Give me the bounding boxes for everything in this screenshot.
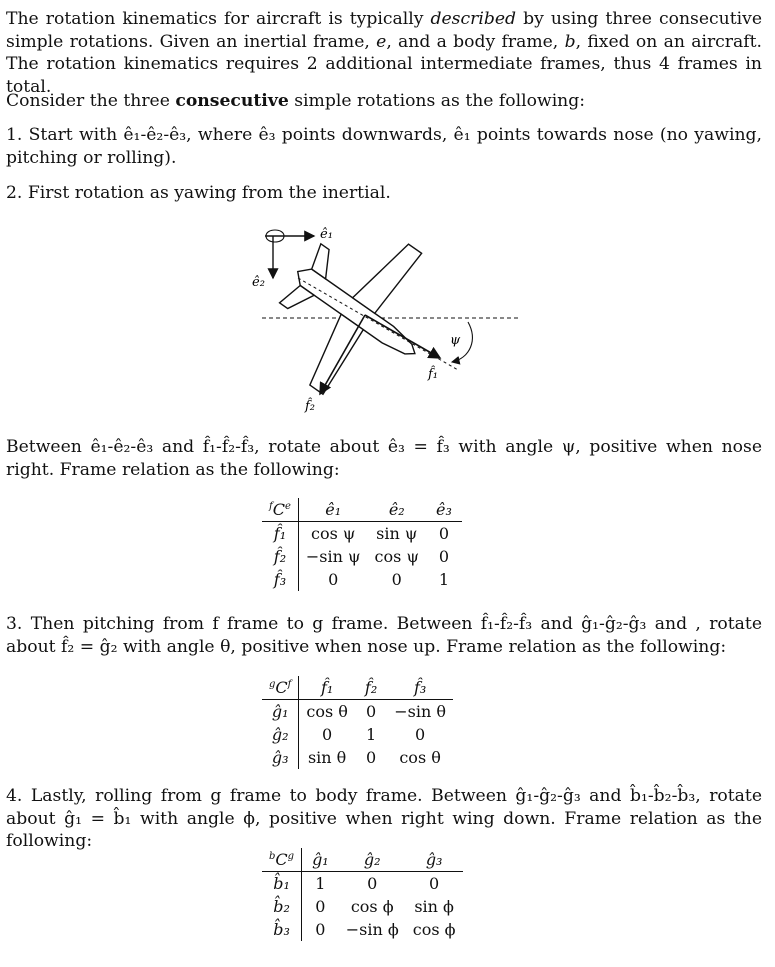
label-f2: f̂₂: [305, 399, 316, 414]
table1-col-1: ê₁: [298, 498, 367, 522]
rotation-table-g-f: [262, 676, 453, 769]
table-row: b̂₃ 0 −sin ϕ cos ϕ: [262, 918, 463, 941]
table1-corner: $^f$Ce: [262, 498, 298, 522]
table2-col-2: f̂₂: [355, 676, 387, 700]
label-e1: ê₁: [320, 227, 333, 242]
table-row: f̂₃ 0 0 1: [262, 568, 462, 591]
step-2: 2. First rotation as yawing from the inertial.: [6, 183, 391, 203]
aircraft-shape: [248, 201, 464, 424]
table-row: f̂₂ −sin ψ cos ψ 0: [262, 545, 462, 568]
table2-col-3: f̂₃: [387, 676, 453, 700]
table2-col-1: f̂₁: [299, 676, 355, 700]
table-row: ĝ₃ sin θ 0 cos θ: [262, 746, 453, 769]
table-row: ĝ₁ cos θ 0 −sin θ: [262, 700, 453, 724]
table-row: ĝ₂ 0 1 0: [262, 723, 453, 746]
consider-paragraph: Consider the three consecutive simple rotations as the following:: [6, 91, 586, 111]
step-1: 1. Start with ê₁-ê₂-ê₃, where ê₃ points downwards, ê₁ points towards nose (no yawing, pitching or rolling).: [6, 125, 762, 168]
label-psi: ψ: [450, 333, 461, 348]
table3-corner: $^bC^g$: [262, 848, 302, 872]
between-e-f-paragraph: Between ê₁-ê₂-ê₃ and f̂₁-f̂₂-f̂₃, rotate about ê₃ = f̂₃ with angle ψ, positive when nose right. Frame relation as the following:: [6, 437, 762, 480]
label-f1: f̂₁: [428, 367, 439, 382]
table1-col-2: ê₂: [368, 498, 426, 522]
intro-paragraph: The rotation kinematics for aircraft is typically described by using three consecutive simple rotations. Given an inertial frame, e, and a body frame, b, fixed on an aircraft. The rotation kinematics requires 2 additional intermediate frames, thus 4 frames in total.: [6, 9, 762, 97]
rotation-table-f-e: [262, 498, 462, 591]
yaw-rotation-figure: [252, 218, 528, 418]
table3-col-1: ĝ₁: [302, 848, 339, 872]
table3-col-3: ĝ₃: [406, 848, 463, 872]
rotation-table-b-g: [262, 848, 463, 941]
table1-col-3: ê₃: [426, 498, 462, 522]
table-row: f̂₁ cos ψ sin ψ 0: [262, 522, 462, 546]
step-4: 4. Lastly, rolling from g frame to body frame. Between ĝ₁-ĝ₂-ĝ₃ and b̂₁-b̂₂-b̂₃, rotate about ĝ₁ = b̂₁ with angle ϕ, positive when right wing down. Frame relation as the following:: [6, 786, 762, 851]
table3-col-2: ĝ₂: [339, 848, 406, 872]
label-e2: ê₂: [252, 275, 265, 290]
step-3: 3. Then pitching from f frame to g frame. Between f̂₁-f̂₂-f̂₃ and ĝ₁-ĝ₂-ĝ₃ and , rotate about f̂₂ = ĝ₂ with angle θ, positive when nose up. Frame relation as the following:: [6, 614, 762, 657]
table2-corner: $^gC^f$: [262, 676, 299, 700]
table-row: b̂₁ 1 0 0: [262, 872, 463, 896]
table-row: b̂₂ 0 cos ϕ sin ϕ: [262, 895, 463, 918]
